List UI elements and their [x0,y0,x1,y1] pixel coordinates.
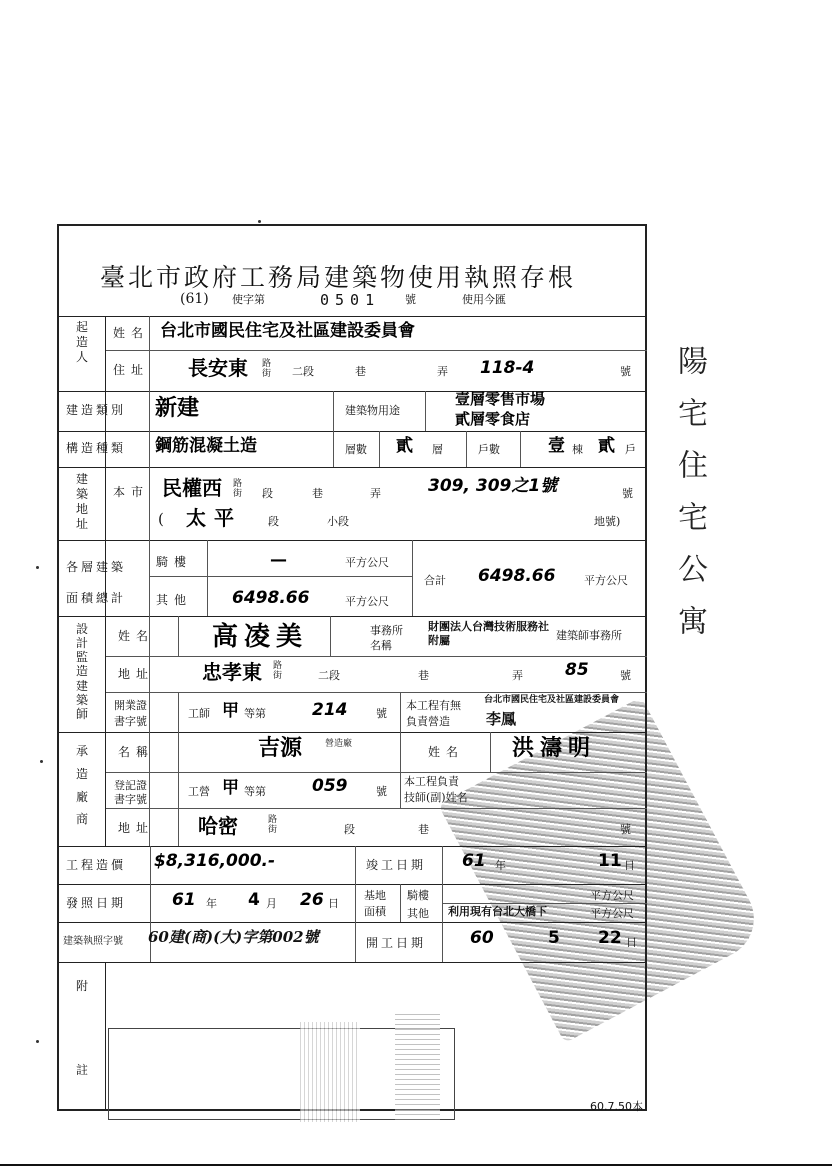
permit-word: 使字第 [232,293,265,306]
base-other-label: 其他 [407,907,429,920]
reg-grade: 等第 [244,785,266,798]
speck [258,220,261,223]
firm-suffix: 建築師事務所 [556,629,622,642]
total-area-value: 6498.66 [478,566,556,586]
area-label-2: 面積總計 [66,591,127,605]
complete-date-label: 竣工日期 [366,858,427,872]
rule [57,431,647,432]
rule [178,772,179,808]
structure-value: 鋼筋混凝土造 [155,436,257,456]
margin-handwriting: 陽宅住宅公寓 [672,345,707,657]
eng-label-1: 本工程負責 [404,775,459,788]
other-area-value: 6498.66 [232,588,310,608]
rule [105,808,647,809]
rule [207,540,208,616]
reg-hao: 號 [376,785,387,798]
applicant-road: 長安東 [188,356,248,380]
reg-number: 059 [312,776,348,796]
rule [105,962,106,1111]
rule [333,431,334,467]
structure-label: 構造種類 [66,441,127,455]
resp-label-2: 負責營造 [406,715,450,728]
contractor-hao: 號 [620,823,631,836]
contractor-lane: 巷 [418,823,429,836]
complete-day-unit: 日 [624,859,635,872]
rule [57,540,647,541]
license-class: 甲 [222,701,239,721]
speck [36,1040,39,1043]
total-area-label: 合計 [424,574,446,587]
building-use-2: 貳層零食店 [455,410,531,428]
architect-name: 高凌美 [212,622,309,652]
site-dist-label: 段 [268,515,279,528]
speck [36,566,39,569]
issue-year-unit: 年 [206,897,217,910]
construction-type: 新建 [155,396,200,421]
contractor-road: 哈密 [198,814,238,838]
rule [57,467,647,468]
rule [178,692,179,732]
rule [105,656,647,657]
cost-value: $8,316,000.- [154,851,276,871]
rule [442,846,443,884]
permit-number: 0501 [320,291,381,309]
complete-day: 11 [598,851,622,871]
rule [57,846,647,847]
seal-strip [395,1010,440,1120]
resp-value: 台北市國民住宅及社區建設委員會 [484,695,620,705]
issue-year: 61 [172,890,196,910]
rule [400,884,401,922]
rule [355,884,356,962]
rule [57,884,647,885]
issue-day: 26 [300,890,324,910]
arcade-unit: 平方公尺 [345,556,389,569]
rule [355,846,356,884]
architect-group-label: 設計監造建築師 [75,622,88,721]
rule [178,732,179,772]
architect-hao: 號 [620,669,631,682]
contractor-name-label: 名稱 [118,745,155,759]
remarks-label-top: 附 [76,979,95,993]
license-hao: 號 [376,707,387,720]
rule [149,316,150,846]
firm-label-1: 事務所 [370,624,403,637]
other-area-unit: 平方公尺 [345,595,389,608]
site-district-paren: ( [158,510,164,528]
units-label: 戶數 [478,443,500,456]
rule [442,903,647,904]
eng-label-2: 技師(副)姓名 [404,791,468,804]
floors-value: 貳 [396,436,413,456]
start-month: 5 [548,928,560,948]
reg-class: 甲 [222,778,239,798]
applicant-alley: 弄 [437,365,448,378]
permit-label: 建築執照字號 [63,936,123,947]
floors-label: 層數 [345,443,367,456]
applicant-group-label: 起造人 [75,320,88,364]
resp-label-1: 本工程有無 [406,699,461,712]
contractor-section: 段 [344,823,355,836]
site-number: 309, 309之1號 [428,476,558,496]
construction-type-label: 建造類別 [66,403,127,417]
applicant-section: 二段 [292,365,314,378]
permit-value: 60建(商)(大)字第002號 [148,928,319,946]
form-title: 臺北市政府工務局建築物使用執照存根 [100,263,577,292]
firm-label-2: 名稱 [370,639,392,652]
license-grade: 等第 [244,707,266,720]
site-group-label: 建築地址 [75,472,88,531]
rule [412,540,413,616]
base-arcade-label: 騎樓 [407,889,429,902]
rule [333,391,334,431]
issue-date-label: 發照日期 [66,896,127,910]
architect-lane: 巷 [418,669,429,682]
contractor-person: 洪濤明 [512,736,597,761]
firm-name: 財團法人台灣技術服務社附屬 [428,620,549,648]
rule [57,962,647,963]
rule [178,616,179,656]
base-unit-1: 平方公尺 [590,889,634,902]
start-year: 60 [470,928,494,948]
license-label-1: 開業證 [114,699,147,712]
site-city: 本市 [113,485,150,499]
license-label-2: 書字號 [114,715,147,728]
site-section: 段 [262,487,273,500]
units-value: 壹 [548,436,565,456]
site-alley: 弄 [370,487,381,500]
base-label-1: 基地 [364,889,386,902]
permit-note: 使用今匯 [462,293,506,306]
attached-note-slip [300,1022,360,1122]
rule [105,316,106,846]
rule [105,350,647,351]
applicant-addr-label: 住址 [113,363,150,377]
architect-road: 忠孝東 [202,660,262,684]
units-word2: 戶 [625,443,636,456]
resp-value-2: 李鳳 [486,710,517,728]
rule [400,732,401,808]
rule [105,772,647,773]
applicant-hao: 號 [620,365,631,378]
reg-prefix: 工營 [188,785,210,798]
applicant-number: 118-4 [480,358,535,378]
contractor-person-label: 姓名 [428,745,465,759]
issue-day-unit: 日 [328,897,339,910]
applicant-road-suffix: 路街 [262,359,272,379]
architect-name-label: 姓名 [118,629,155,643]
site-road: 民權西 [162,476,222,500]
remarks-label-bottom: 註 [76,1063,95,1077]
site-small-section: 小段 [327,515,349,528]
rule [57,616,647,617]
print-code: 60.7.50本 [590,1100,643,1113]
units-value-2: 貳 [598,436,615,456]
start-day-unit: 日 [626,936,637,949]
architect-section: 二段 [318,669,340,682]
contractor-group-label: 承造廠商 [75,744,88,827]
architect-road-suffix: 路街 [273,661,283,681]
site-district: 太平 [186,506,242,530]
applicant-name-label: 姓名 [113,326,150,340]
rule [520,431,521,467]
rule [400,692,401,732]
site-lane: 巷 [312,487,323,500]
total-area-unit: 平方公尺 [584,574,628,587]
base-unit-2: 平方公尺 [590,907,634,920]
contractor-addr-label: 地址 [118,821,155,835]
contractor-name: 吉源 [258,736,303,761]
rule [178,808,179,846]
units-word1: 棟 [572,443,583,456]
floors-unit: 層 [432,443,443,456]
reg-label-1: 登記證 [114,779,147,792]
site-hao: 號 [622,487,633,500]
base-other-value: 利用現有台北大橋下 [448,905,547,918]
reg-label-2: 書字號 [114,793,147,806]
rule [57,732,647,733]
site-lot: 地號) [594,515,621,528]
rule [57,391,647,392]
permit-suffix: 號 [405,293,416,306]
issue-month-unit: 月 [266,897,277,910]
issue-month: 4 [248,890,260,910]
license-prefix: 工師 [188,707,210,720]
rule [379,431,380,467]
rule [105,692,647,693]
rule [57,922,647,923]
rule [442,884,443,922]
applicant-lane: 巷 [355,365,366,378]
complete-year: 61 [462,851,486,871]
rule [442,922,443,962]
rule [149,576,412,577]
architect-addr-label: 地址 [118,667,155,681]
cost-label: 工程造價 [66,858,127,872]
arcade-value: — [270,550,287,570]
area-label-1: 各層建築 [66,560,127,574]
applicant-name: 台北市國民住宅及社區建設委員會 [160,321,415,341]
building-use-label: 建築物用途 [345,404,400,417]
arcade-label: 騎樓 [156,555,193,569]
rule [466,431,467,467]
start-day: 22 [598,928,622,948]
complete-year-unit: 年 [495,859,506,872]
architect-number: 85 [565,660,589,680]
rule [330,616,331,656]
permit-year: (61) [180,291,209,307]
rule [490,732,491,772]
rule [57,316,647,317]
architect-alley: 弄 [512,669,523,682]
license-number: 214 [312,700,348,720]
scan-edge [0,1164,832,1166]
rule [425,391,426,431]
site-road-suffix: 路街 [233,479,243,499]
building-use-1: 壹層零售市場 [455,390,546,408]
start-date-label: 開工日期 [366,936,427,950]
base-label-2: 面積 [364,905,386,918]
speck [40,760,43,763]
contractor-name-suffix: 營造廠 [325,739,353,749]
contractor-road-suffix: 路街 [268,815,278,835]
other-area-label: 其他 [156,593,193,607]
